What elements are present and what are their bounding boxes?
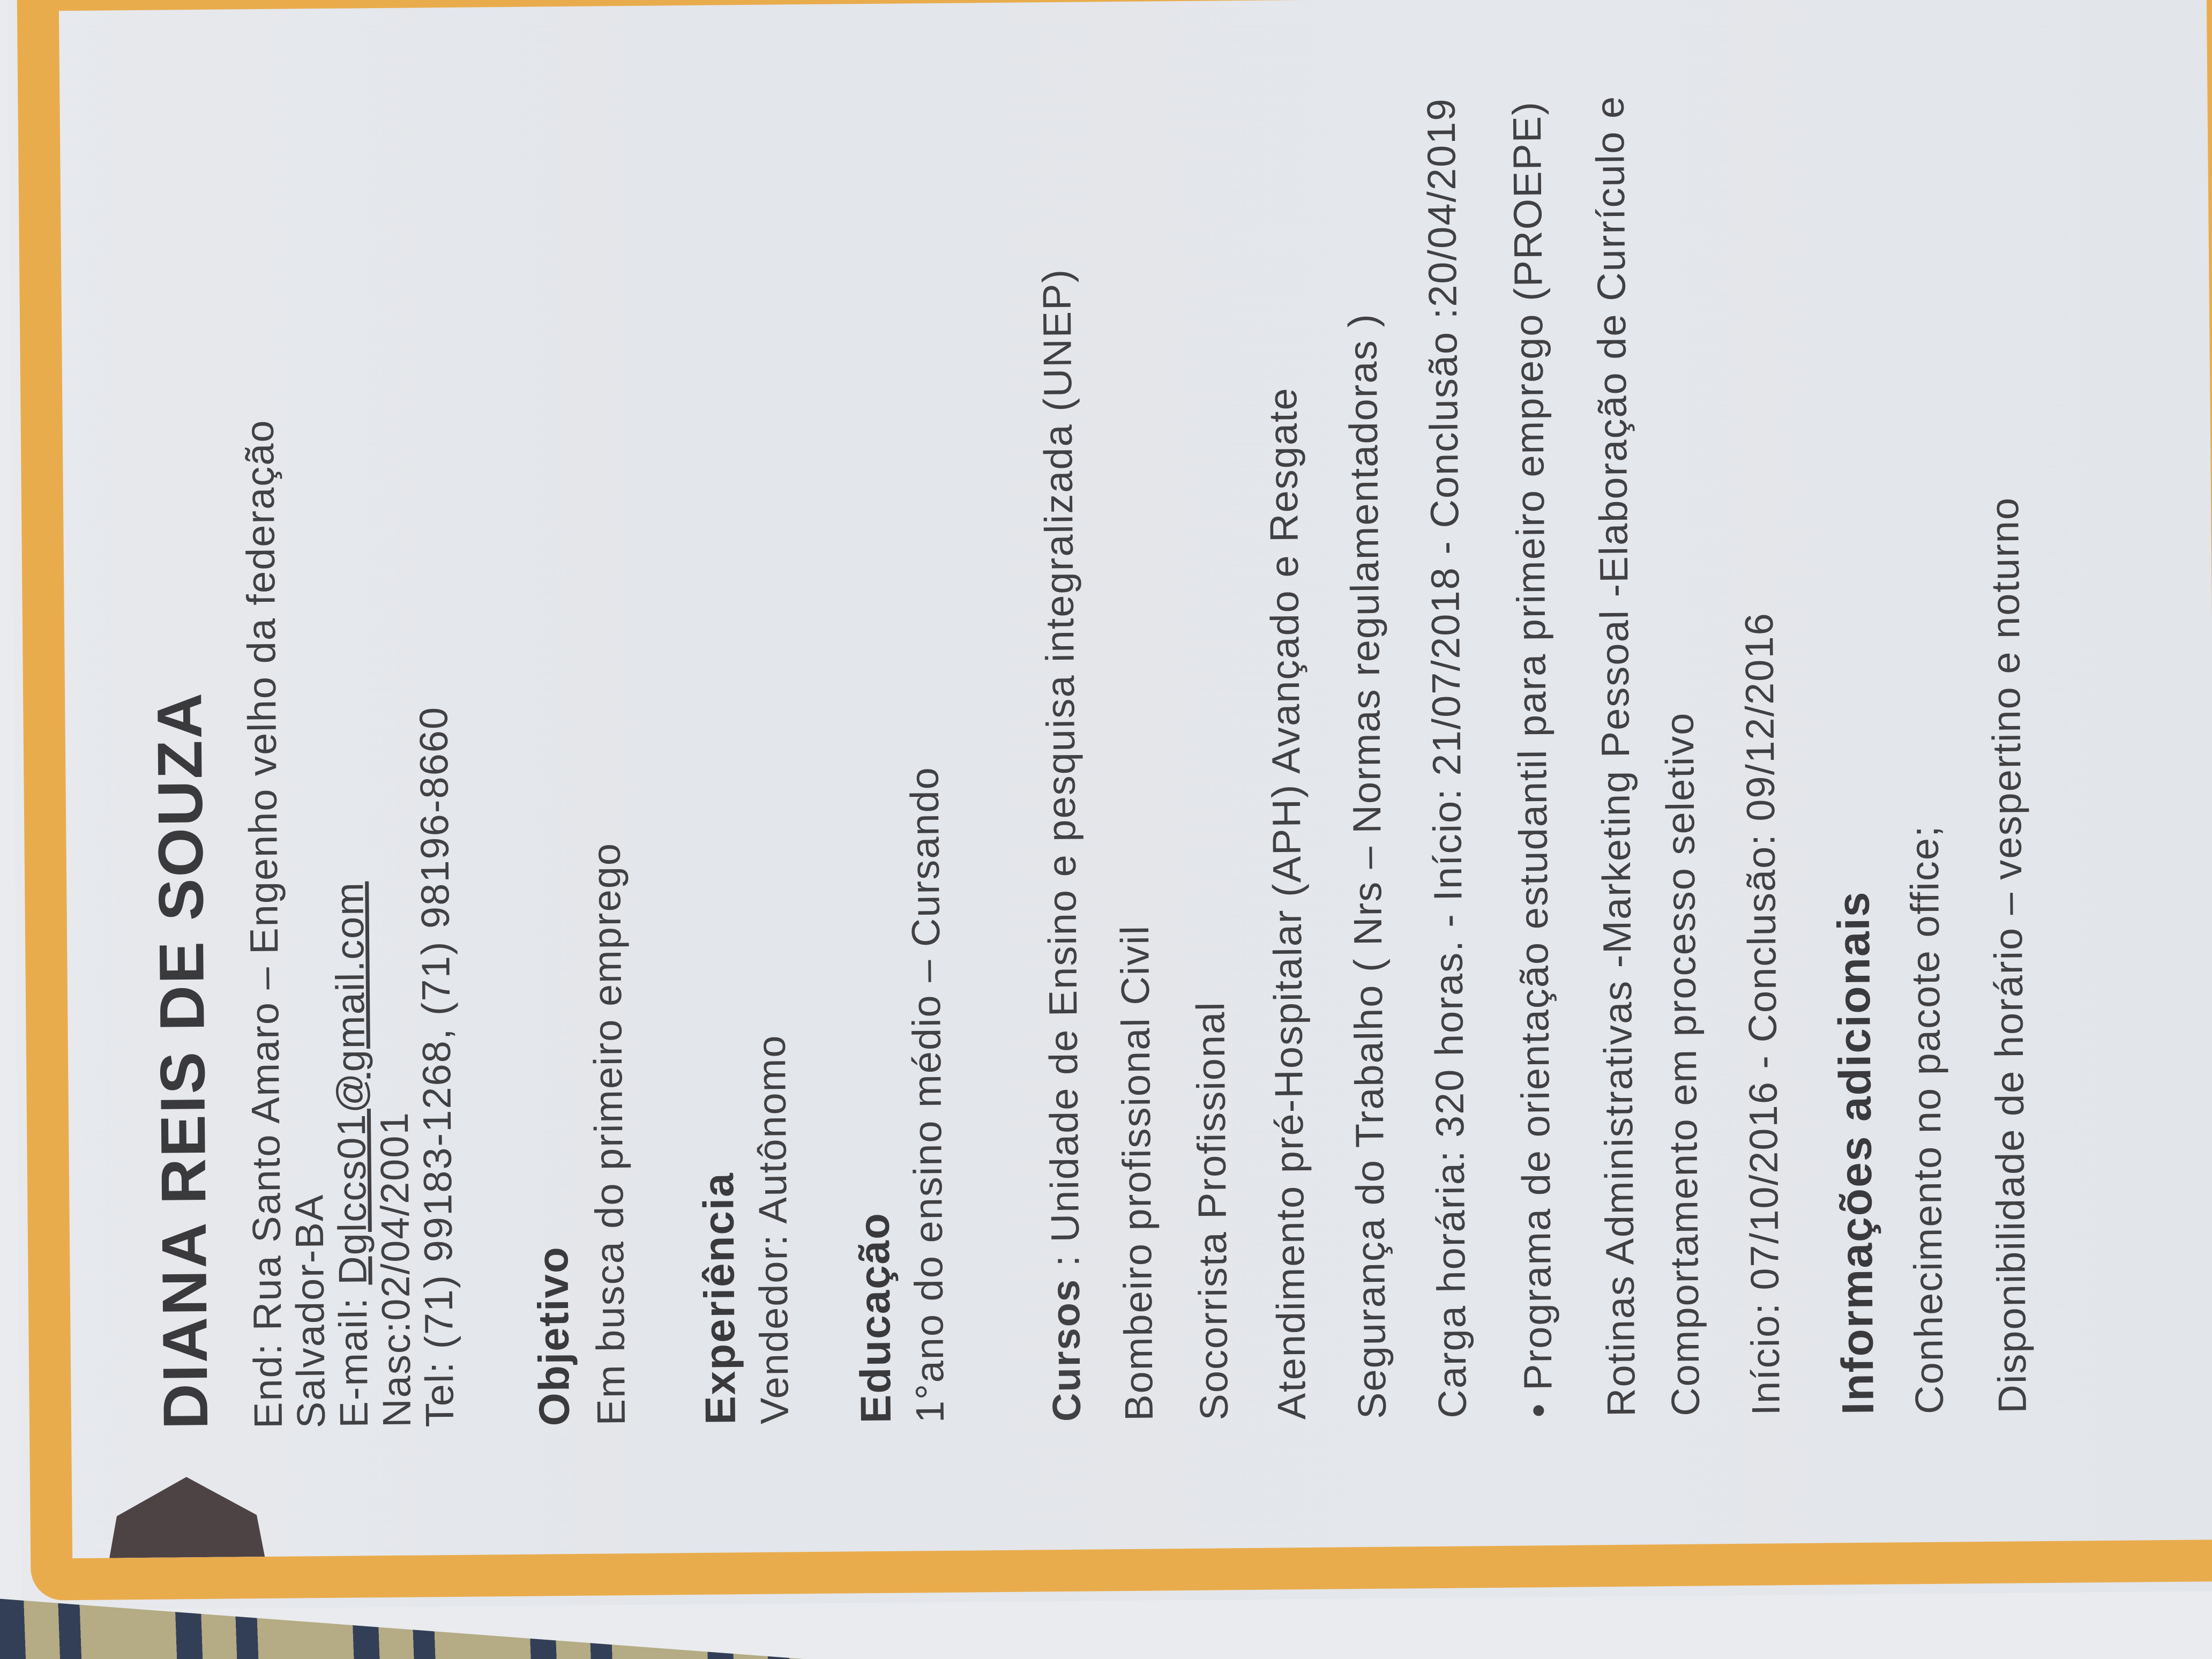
- email-link: Dglccs01@gmail.com: [327, 881, 375, 1286]
- cursos-item-bullet: • Programa de orientação estudantil para primeiro emprego (PROEPE): [1504, 100, 1560, 1418]
- cursos-item: Atendimento pré-Hospitalar (APH) Avançado e Resgate: [1260, 387, 1314, 1420]
- cursos-item: Socorrista Profissional: [1188, 1001, 1236, 1421]
- section-experiencia-heading: Experiência: [694, 1172, 745, 1425]
- experiencia-body: Vendedor: Autônomo: [749, 1034, 797, 1425]
- phone-line: Tel: (71) 99183-1268, (71) 98196-8660: [411, 706, 462, 1428]
- informacoes-item: Conhecimento no pacote office;: [1902, 825, 1952, 1415]
- section-educacao-heading: Educação: [850, 1212, 900, 1424]
- cursos-item: Carga horária: 320 horas. - Início: 21/07/2018 - Conclusão :20/04/2019: [1418, 98, 1475, 1419]
- section-cursos-heading-line: [1033, 268, 1091, 1422]
- objetivo-body: Em busca do primeiro emprego: [584, 842, 634, 1426]
- email-label: E-mail:: [330, 1284, 377, 1428]
- resume-name: DIANA REIS DE SOUZA: [144, 691, 222, 1430]
- email-line: [326, 881, 378, 1428]
- resume-page: [7, 0, 2212, 1610]
- cursos-item: Início: 07/10/2016 - Conclusão: 09/12/2016: [1736, 612, 1788, 1416]
- birthdate-line: Nasc:02/04/2001: [371, 1111, 420, 1428]
- cursos-item: Bombeiro profissional Civil: [1112, 924, 1161, 1422]
- resume-content: [8, 0, 2212, 1431]
- city-line: Salvador-BA: [287, 1193, 334, 1429]
- cursos-item: Comportamento em processo seletivo: [1657, 712, 1708, 1417]
- address-line: End: Rua Santo Amaro – Engenho velho da federação: [237, 419, 291, 1429]
- cursos-heading-suffix: : Unidade de Ensino e pesquisa integralizada (UNEP): [1034, 268, 1088, 1279]
- section-informacoes-heading: Informações adicionais: [1828, 891, 1883, 1415]
- cursos-heading: Cursos: [1043, 1278, 1089, 1422]
- section-objetivo-heading: Objetivo: [529, 1245, 579, 1426]
- cursos-item: Rotinas Administrativas -Marketing Pessoal -Elaboração de Currículo e: [1587, 95, 1643, 1417]
- cursos-item: Segurança do Trabalho ( Nrs – Normas regulamentadoras ): [1340, 312, 1394, 1419]
- informacoes-item: Disponibilidade de horário – vespertino e noturno: [1982, 496, 2035, 1414]
- educacao-body: 1°ano do ensino médio – Cursando: [902, 766, 953, 1423]
